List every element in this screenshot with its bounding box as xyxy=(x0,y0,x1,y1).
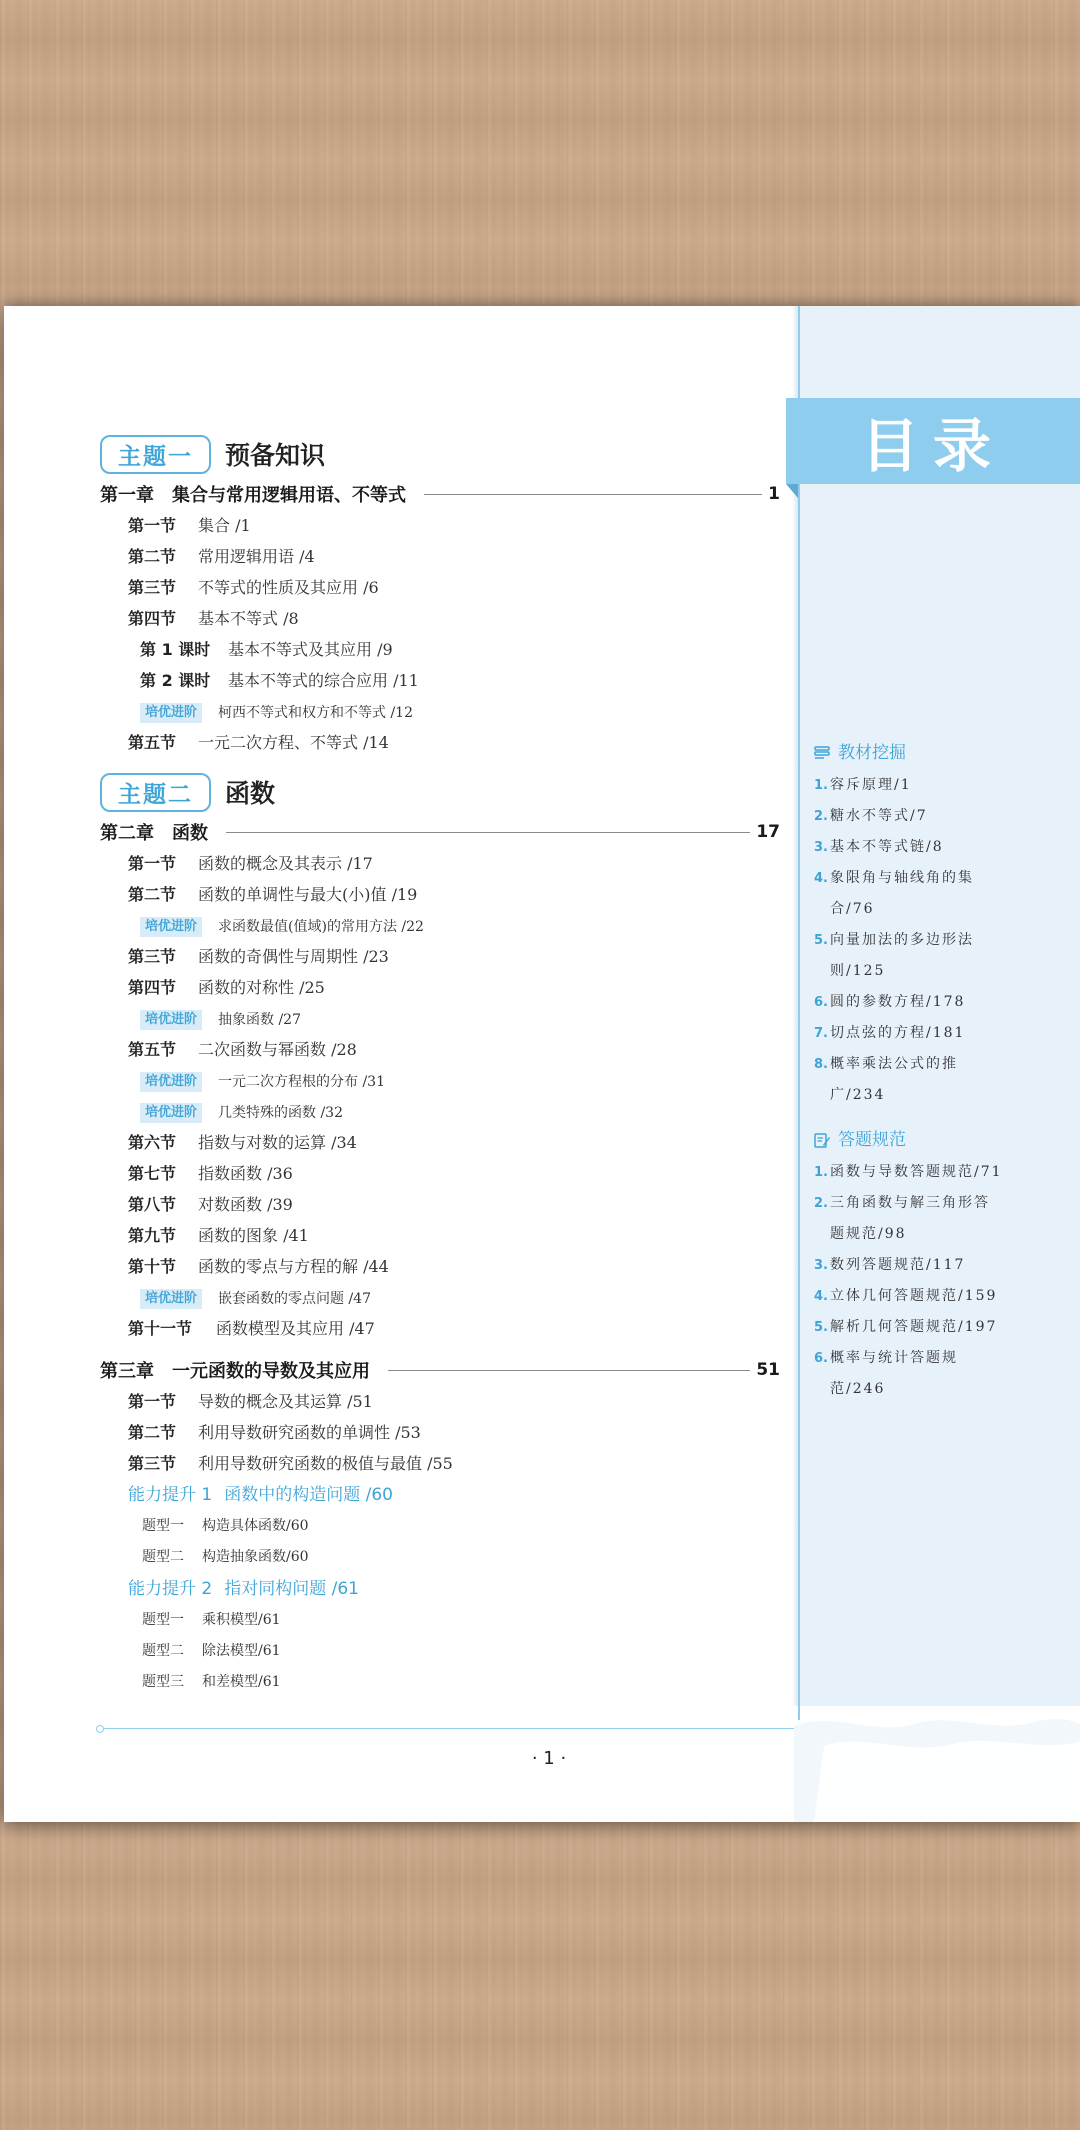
item-text: 切点弦的方程/181 xyxy=(830,1025,966,1041)
item-number: 5. xyxy=(814,1320,828,1335)
sidebar-item[interactable] xyxy=(814,1312,1004,1343)
type-entry[interactable] xyxy=(100,1636,780,1667)
type-label: 题型二 xyxy=(142,1549,184,1565)
toc-entry[interactable] xyxy=(100,1386,780,1417)
item-text: 基本不等式链/8 xyxy=(830,839,944,855)
entry-text: 函数的单调性与最大(小)值 /19 xyxy=(198,885,418,904)
entry-text: 导数的概念及其运算 /51 xyxy=(198,1392,373,1411)
entry-label: 第三节 xyxy=(128,578,177,597)
item-text: 向量加法的多边形法则/125 xyxy=(830,932,974,979)
item-number: 8. xyxy=(814,1057,828,1072)
chapter-page: 51 xyxy=(756,1360,780,1380)
toc-entry[interactable] xyxy=(100,634,780,665)
toc-entry[interactable] xyxy=(100,1158,780,1189)
topic-badge: 主题二 xyxy=(100,773,211,812)
footer-rule xyxy=(102,1728,798,1729)
topic-badge: 主题一 xyxy=(100,435,211,474)
toc-entry[interactable] xyxy=(100,879,780,910)
advanced-badge: 培优进阶 xyxy=(140,917,202,937)
chapter-page: 17 xyxy=(756,822,780,842)
ability-label: 能力提升 1 xyxy=(128,1485,213,1505)
toc-entry[interactable] xyxy=(100,1003,780,1034)
sidebar-section-title: 答题规范 xyxy=(838,1130,906,1150)
entry-label: 第三节 xyxy=(128,1454,177,1473)
entry-text: 常用逻辑用语 /4 xyxy=(198,547,315,566)
toc-entry[interactable] xyxy=(100,1096,780,1127)
toc-entry[interactable] xyxy=(100,848,780,879)
entry-text: 指数与对数的运算 /34 xyxy=(198,1133,357,1152)
sidebar-item[interactable] xyxy=(814,1018,1004,1049)
toc-entry[interactable] xyxy=(100,1417,780,1448)
item-number: 4. xyxy=(814,1289,828,1304)
entry-label: 第十节 xyxy=(128,1257,177,1276)
type-text: 除法模型/61 xyxy=(202,1643,281,1659)
toc-entry[interactable] xyxy=(100,572,780,603)
item-text: 象限角与轴线角的集合/76 xyxy=(830,870,974,917)
item-text: 糖水不等式/7 xyxy=(830,808,928,824)
sidebar-section-title: 教材挖掘 xyxy=(838,743,906,763)
entry-text: 基本不等式的综合应用 /11 xyxy=(228,671,419,690)
topic-title: 预备知识 xyxy=(225,441,326,470)
leader-line xyxy=(388,1370,750,1371)
entry-text: 一元二次方程、不等式 /14 xyxy=(198,733,389,752)
entry-label: 第五节 xyxy=(128,733,177,752)
item-number: 2. xyxy=(814,809,828,824)
entry-label: 第二节 xyxy=(128,547,177,566)
entry-label: 第四节 xyxy=(128,609,177,628)
cloud-decoration xyxy=(794,1706,1080,1822)
entry-label: 第一节 xyxy=(128,516,177,535)
ability-label: 能力提升 2 xyxy=(128,1579,213,1599)
ability-entry[interactable] xyxy=(100,1573,780,1605)
entry-text: 求函数最值(值域)的常用方法 /22 xyxy=(218,919,424,935)
page-title: 目录 xyxy=(786,398,1080,484)
sidebar-item[interactable] xyxy=(814,863,1004,925)
item-text: 概率与统计答题规范/246 xyxy=(830,1350,958,1397)
advanced-badge: 培优进阶 xyxy=(140,1072,202,1092)
item-number: 6. xyxy=(814,995,828,1010)
topic-title: 函数 xyxy=(225,779,276,808)
ability-title: 指对同构问题 /61 xyxy=(224,1579,359,1599)
entry-text: 基本不等式 /8 xyxy=(198,609,299,628)
chapter-title: 第三章 一元函数的导数及其应用 xyxy=(100,1361,370,1382)
sidebar-item[interactable] xyxy=(814,1049,1004,1111)
sidebar-section-heading xyxy=(814,1123,1004,1157)
entry-label: 第一节 xyxy=(128,854,177,873)
entry-text: 基本不等式及其应用 /9 xyxy=(228,640,393,659)
toc-entry[interactable] xyxy=(100,541,780,572)
sidebar-item[interactable] xyxy=(814,1188,1004,1250)
entry-text: 函数的奇偶性与周期性 /23 xyxy=(198,947,389,966)
topic-heading xyxy=(100,772,780,812)
chapter-entry[interactable] xyxy=(100,816,780,848)
entry-label: 第八节 xyxy=(128,1195,177,1214)
item-text: 容斥原理/1 xyxy=(830,777,912,793)
toc-entry[interactable] xyxy=(100,1065,780,1096)
entry-text: 一元二次方程根的分布 /31 xyxy=(218,1074,385,1090)
entry-label: 第 1 课时 xyxy=(140,640,211,659)
ability-title: 函数中的构造问题 /60 xyxy=(224,1485,393,1505)
type-text: 构造具体函数/60 xyxy=(202,1518,309,1534)
entry-text: 函数的图象 /41 xyxy=(198,1226,309,1245)
chapter-entry[interactable] xyxy=(100,1354,780,1386)
type-label: 题型二 xyxy=(142,1643,184,1659)
entry-text: 嵌套函数的零点问题 /47 xyxy=(218,1291,371,1307)
item-text: 数列答题规范/117 xyxy=(830,1257,966,1273)
chapter-title: 第二章 函数 xyxy=(100,823,208,844)
item-text: 圆的参数方程/178 xyxy=(830,994,966,1010)
sidebar-item[interactable] xyxy=(814,832,1004,863)
type-entry[interactable] xyxy=(100,1605,780,1636)
sidebar-item[interactable] xyxy=(814,1281,1004,1312)
book-page xyxy=(4,306,1080,1822)
entry-text: 函数的概念及其表示 /17 xyxy=(198,854,373,873)
type-label: 题型一 xyxy=(142,1612,184,1628)
entry-label: 第五节 xyxy=(128,1040,177,1059)
type-text: 乘积模型/61 xyxy=(202,1612,281,1628)
advanced-badge: 培优进阶 xyxy=(140,1010,202,1030)
entry-text: 利用导数研究函数的极值与最值 /55 xyxy=(198,1454,453,1473)
advanced-badge: 培优进阶 xyxy=(140,1289,202,1309)
toc-entry[interactable] xyxy=(100,972,780,1003)
type-entry[interactable] xyxy=(100,1511,780,1542)
toc-entry[interactable] xyxy=(100,941,780,972)
toc-entry[interactable] xyxy=(100,603,780,634)
page-number: · 1 · xyxy=(531,1748,567,1769)
item-text: 立体几何答题规范/159 xyxy=(830,1288,998,1304)
entry-text: 利用导数研究函数的单调性 /53 xyxy=(198,1423,421,1442)
type-entry[interactable] xyxy=(100,1542,780,1573)
chapter-entry[interactable] xyxy=(100,478,780,510)
entry-text: 函数模型及其应用 /47 xyxy=(216,1319,375,1338)
panel-divider xyxy=(798,306,800,1720)
entry-text: 集合 /1 xyxy=(198,516,251,535)
item-number: 3. xyxy=(814,1258,828,1273)
item-number: 4. xyxy=(814,871,828,886)
type-entry[interactable] xyxy=(100,1667,780,1698)
sidebar-item[interactable] xyxy=(814,987,1004,1018)
item-number: 5. xyxy=(814,933,828,948)
toc-entry[interactable] xyxy=(100,510,780,541)
advanced-badge: 培优进阶 xyxy=(140,1103,202,1123)
entry-text: 函数的对称性 /25 xyxy=(198,978,325,997)
entry-text: 指数函数 /36 xyxy=(198,1164,293,1183)
leader-line xyxy=(226,832,750,833)
type-label: 题型一 xyxy=(142,1518,184,1534)
toc-entry[interactable] xyxy=(100,1251,780,1282)
entry-label: 第四节 xyxy=(128,978,177,997)
item-number: 6. xyxy=(814,1351,828,1366)
entry-text: 不等式的性质及其应用 /6 xyxy=(198,578,379,597)
entry-text: 柯西不等式和权方和不等式 /12 xyxy=(218,705,413,721)
entry-text: 几类特殊的函数 /32 xyxy=(218,1105,343,1121)
item-text: 解析几何答题规范/197 xyxy=(830,1319,998,1335)
sidebar-item[interactable] xyxy=(814,770,1004,801)
item-text: 三角函数与解三角形答题规范/98 xyxy=(830,1195,990,1242)
ability-entry[interactable] xyxy=(100,1479,780,1511)
pencil-note-icon xyxy=(814,1132,830,1148)
chapter-page: 1 xyxy=(768,484,780,504)
sidebar-section-heading xyxy=(814,736,1004,770)
sidebar-item[interactable] xyxy=(814,1157,1004,1188)
list-icon xyxy=(814,745,830,761)
toc-entry[interactable] xyxy=(100,696,780,727)
item-number: 1. xyxy=(814,778,828,793)
item-text: 函数与导数答题规范/71 xyxy=(830,1164,1003,1180)
entry-label: 第十一节 xyxy=(128,1319,193,1338)
entry-text: 二次函数与幂函数 /28 xyxy=(198,1040,357,1059)
sidebar-item[interactable] xyxy=(814,1343,1004,1405)
toc-entry[interactable] xyxy=(100,1282,780,1313)
toc-entry[interactable] xyxy=(100,665,780,696)
entry-label: 第六节 xyxy=(128,1133,177,1152)
entry-label: 第七节 xyxy=(128,1164,177,1183)
item-text: 概率乘法公式的推广/234 xyxy=(830,1056,958,1103)
toc-entry[interactable] xyxy=(100,910,780,941)
entry-text: 函数的零点与方程的解 /44 xyxy=(198,1257,389,1276)
entry-label: 第二节 xyxy=(128,1423,177,1442)
toc-entry[interactable] xyxy=(100,1448,780,1479)
toc-entry[interactable] xyxy=(100,1189,780,1220)
entry-label: 第九节 xyxy=(128,1226,177,1245)
toc-entry[interactable] xyxy=(100,1220,780,1251)
type-text: 和差模型/61 xyxy=(202,1674,281,1690)
leader-line xyxy=(424,494,762,495)
sidebar-item[interactable] xyxy=(814,1250,1004,1281)
entry-text: 对数函数 /39 xyxy=(198,1195,293,1214)
sidebar-lists xyxy=(814,736,1004,1405)
entry-label: 第一节 xyxy=(128,1392,177,1411)
toc-entry[interactable] xyxy=(100,727,780,758)
type-label: 题型三 xyxy=(142,1674,184,1690)
advanced-badge: 培优进阶 xyxy=(140,703,202,723)
sidebar-item[interactable] xyxy=(814,801,1004,832)
toc-entry[interactable] xyxy=(100,1127,780,1158)
topic-heading xyxy=(100,434,780,474)
type-text: 构造抽象函数/60 xyxy=(202,1549,309,1565)
item-number: 2. xyxy=(814,1196,828,1211)
entry-text: 抽象函数 /27 xyxy=(218,1012,301,1028)
item-number: 1. xyxy=(814,1165,828,1180)
toc-entry[interactable] xyxy=(100,1313,780,1344)
item-number: 7. xyxy=(814,1026,828,1041)
toc-entry[interactable] xyxy=(100,1034,780,1065)
chapter-title: 第一章 集合与常用逻辑用语、不等式 xyxy=(100,485,406,506)
item-number: 3. xyxy=(814,840,828,855)
entry-label: 第二节 xyxy=(128,885,177,904)
entry-label: 第 2 课时 xyxy=(140,671,211,690)
toc-main xyxy=(100,426,780,1698)
sidebar-item[interactable] xyxy=(814,925,1004,987)
entry-label: 第三节 xyxy=(128,947,177,966)
